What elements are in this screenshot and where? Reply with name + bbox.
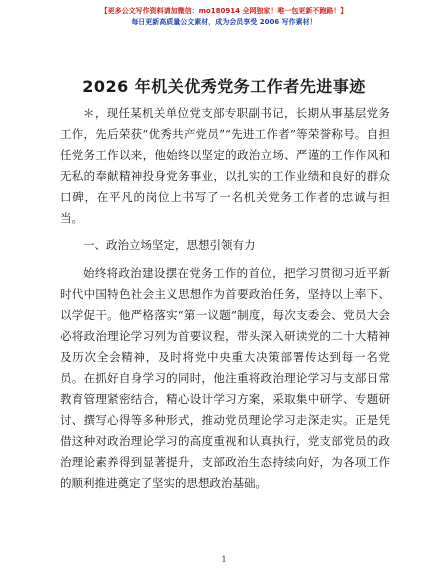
promo-banner [0, 6, 448, 28]
intro-paragraph: ＊，现任某机关单位党支部专职副书记，长期从事基层党务工作，先后荣获“优秀共产党员”“先进工作者”等荣誉称号。自担任党务工作以来，他始终以坚定的政治立场、严谨的工作作风和无私的奉献精神投身党务事业，以扎实的工作业绩和良好的群众口碑，在平凡的岗位上书写了一名机关党务工作者的忠诚与担当。 [60, 106, 390, 225]
document-body [60, 103, 390, 494]
section-heading: 一、政治立场坚定，思想引领有力 [83, 238, 256, 252]
promo-line-1: 【更多公文写作资料请加微信：mo180914 全网独家！唯一包更新不跑路！】 [100, 7, 348, 15]
section-paragraph: 始终将政治建设摆在党务工作的首位，把学习贯彻习近平新时代中国特色社会主义思想作为首要政治任务，坚持以上率下、以学促干。他严格落实“第一议题”制度，每次支委会、党员大会必将政治理论学习列为首要议程，带头深入研读党的二十大精神及历次全会精神，及时将党中央重大决策部署传达到每一名党员。在抓好自身学习的同时，他注重将政治理论学习与支部日常教育管理紧密结合，精心设计学习方案，采取集中研学、专题研讨、撰写心得等多种形式，推动党员理论学习走深走实。正是凭借这种对政治理论学习的高度重视和认真执行，党支部党员的政治理论素养得到显著提升，支部政治生态持续向好，为各项工作的顺利推进奠定了坚实的思想政治基础。 [60, 266, 390, 490]
document-title: 2026 年机关优秀党务工作者先进事迹 [82, 77, 366, 96]
page-number: 1 [221, 555, 227, 564]
promo-line-2: 每日更新高质量公文素材，成为会员享受 2006 写作素材！ [131, 18, 317, 26]
